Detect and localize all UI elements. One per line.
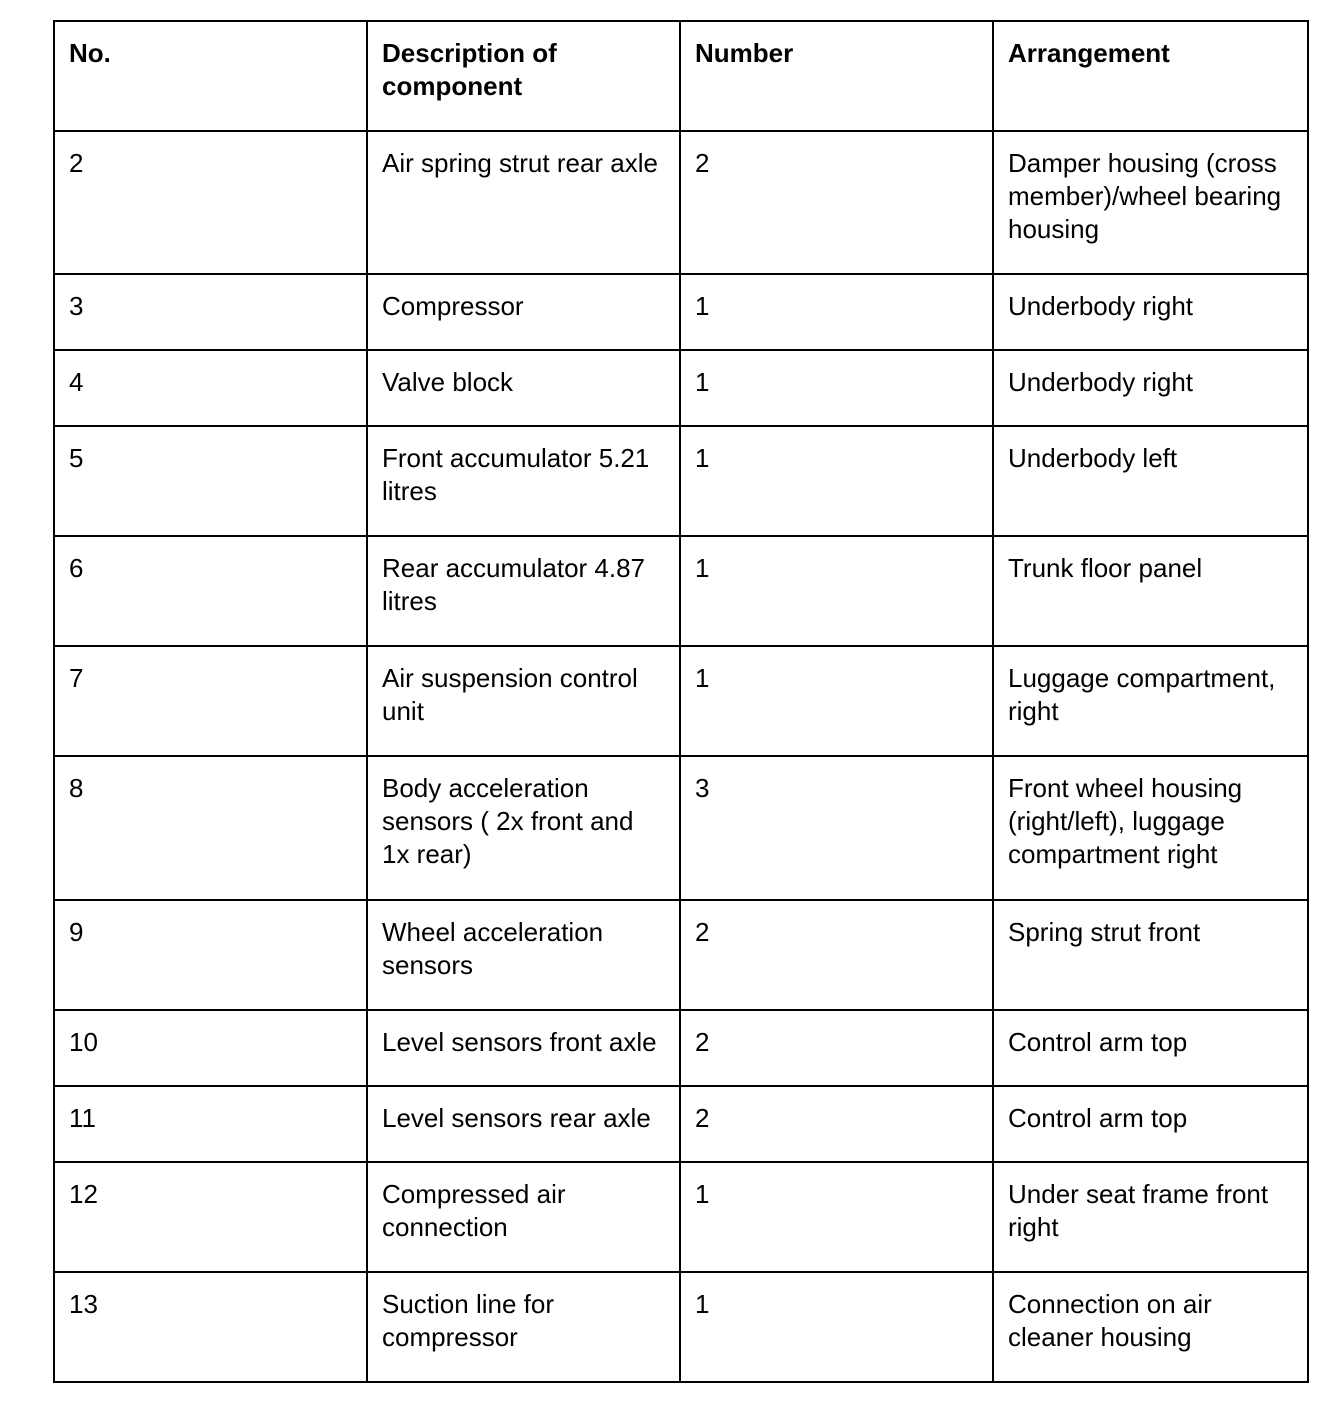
cell-description: Front accumulator 5.21 litres bbox=[367, 426, 680, 536]
cell-arrangement: Underbody right bbox=[993, 350, 1308, 426]
cell-no: 8 bbox=[54, 756, 367, 900]
cell-description: Suction line for compressor bbox=[367, 1272, 680, 1382]
table-row bbox=[54, 536, 1308, 646]
table-row bbox=[54, 900, 1308, 1010]
table-row bbox=[54, 1272, 1308, 1382]
cell-arrangement: Damper housing (cross member)/wheel bearing housing bbox=[993, 131, 1308, 274]
cell-arrangement: Underbody right bbox=[993, 274, 1308, 350]
cell-number: 1 bbox=[680, 426, 993, 536]
cell-no: 13 bbox=[54, 1272, 367, 1382]
cell-no: 5 bbox=[54, 426, 367, 536]
cell-number: 2 bbox=[680, 1086, 993, 1162]
header-description: Description of component bbox=[367, 21, 680, 131]
table-row bbox=[54, 1010, 1308, 1086]
cell-arrangement: Spring strut front bbox=[993, 900, 1308, 1010]
table-row bbox=[54, 1086, 1308, 1162]
table-row bbox=[54, 274, 1308, 350]
table-row bbox=[54, 1162, 1308, 1272]
cell-number: 1 bbox=[680, 350, 993, 426]
table-header-row bbox=[54, 21, 1308, 131]
cell-no: 2 bbox=[54, 131, 367, 274]
cell-arrangement: Control arm top bbox=[993, 1010, 1308, 1086]
cell-description: Level sensors rear axle bbox=[367, 1086, 680, 1162]
cell-description: Air suspension control unit bbox=[367, 646, 680, 756]
table-row bbox=[54, 426, 1308, 536]
cell-description: Air spring strut rear axle bbox=[367, 131, 680, 274]
components-table bbox=[53, 20, 1309, 1383]
cell-description: Rear accumulator 4.87 litres bbox=[367, 536, 680, 646]
cell-description: Level sensors front axle bbox=[367, 1010, 680, 1086]
cell-arrangement: Underbody left bbox=[993, 426, 1308, 536]
cell-no: 11 bbox=[54, 1086, 367, 1162]
cell-arrangement: Connection on air cleaner housing bbox=[993, 1272, 1308, 1382]
table-row bbox=[54, 131, 1308, 274]
cell-no: 10 bbox=[54, 1010, 367, 1086]
cell-number: 1 bbox=[680, 1272, 993, 1382]
cell-arrangement: Control arm top bbox=[993, 1086, 1308, 1162]
cell-description: Wheel acceleration sensors bbox=[367, 900, 680, 1010]
cell-description: Body acceleration sensors ( 2x front and 1x rear) bbox=[367, 756, 680, 900]
cell-no: 9 bbox=[54, 900, 367, 1010]
header-no: No. bbox=[54, 21, 367, 131]
cell-no: 7 bbox=[54, 646, 367, 756]
cell-number: 2 bbox=[680, 1010, 993, 1086]
cell-description: Compressor bbox=[367, 274, 680, 350]
cell-number: 1 bbox=[680, 646, 993, 756]
cell-description: Compressed air connection bbox=[367, 1162, 680, 1272]
cell-arrangement: Under seat frame front right bbox=[993, 1162, 1308, 1272]
table-row bbox=[54, 350, 1308, 426]
cell-number: 2 bbox=[680, 900, 993, 1010]
cell-no: 4 bbox=[54, 350, 367, 426]
cell-number: 1 bbox=[680, 536, 993, 646]
cell-arrangement: Trunk floor panel bbox=[993, 536, 1308, 646]
cell-number: 2 bbox=[680, 131, 993, 274]
cell-number: 1 bbox=[680, 1162, 993, 1272]
cell-arrangement: Front wheel housing (right/left), luggage compartment right bbox=[993, 756, 1308, 900]
table-row bbox=[54, 756, 1308, 900]
header-arrangement: Arrangement bbox=[993, 21, 1308, 131]
header-number: Number bbox=[680, 21, 993, 131]
table-row bbox=[54, 646, 1308, 756]
cell-number: 1 bbox=[680, 274, 993, 350]
cell-no: 3 bbox=[54, 274, 367, 350]
cell-no: 6 bbox=[54, 536, 367, 646]
cell-arrangement: Luggage compartment, right bbox=[993, 646, 1308, 756]
cell-description: Valve block bbox=[367, 350, 680, 426]
cell-no: 12 bbox=[54, 1162, 367, 1272]
cell-number: 3 bbox=[680, 756, 993, 900]
